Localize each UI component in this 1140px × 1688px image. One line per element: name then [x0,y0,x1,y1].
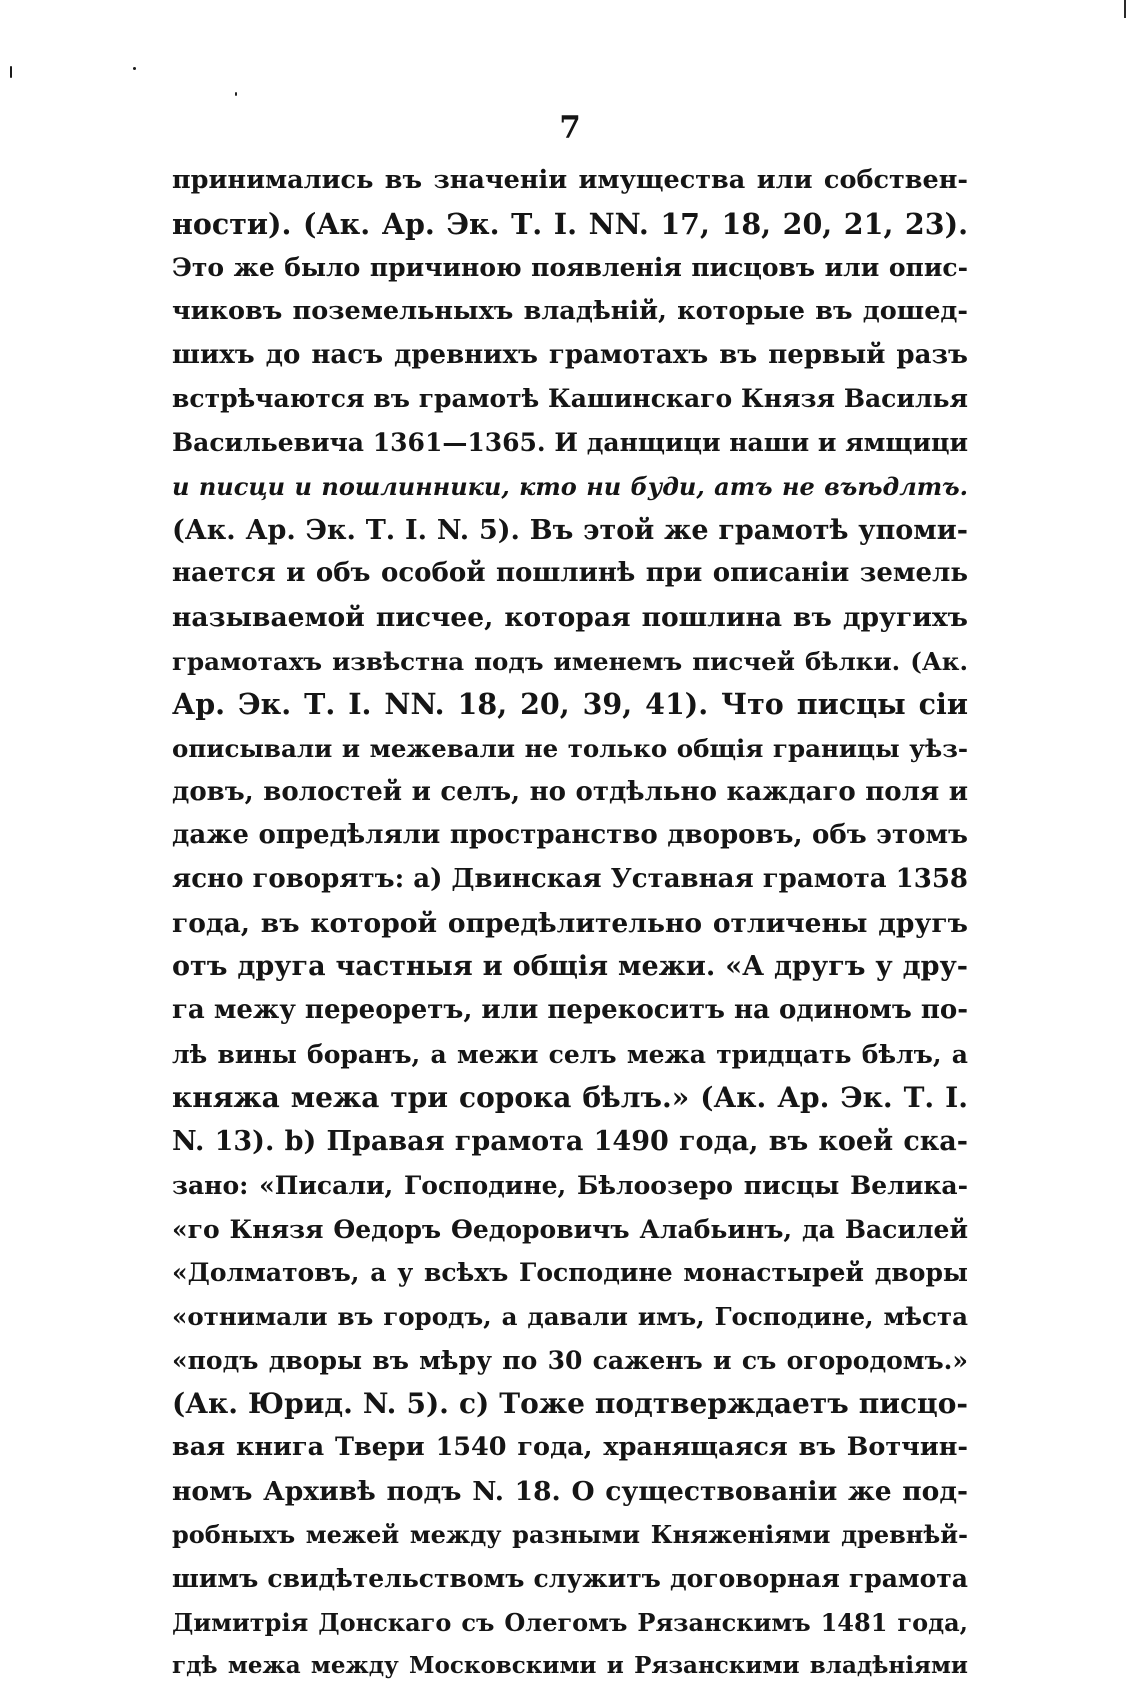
text-line: принимались въ значеніи имущества или собствен- [172,165,968,195]
text-line: нается и объ особой пошлинѣ при описаніи земель [172,558,968,589]
text-line: чиковъ поземельныхъ владѣній, которые въ дошед- [172,296,968,327]
text-line: грамотахъ извѣстна подъ именемъ писчей бѣлки. (Ак. [172,646,968,676]
text-line: называемой писчее, которая пошлина въ другихъ [172,601,968,633]
text-line: «отнимали въ городъ, а давали имъ, Господине, мѣста [172,1301,968,1331]
text-line: номъ Архивѣ подъ N. 18. О существованіи же под- [172,1475,968,1507]
text-line: зано: «Писали, Господине, Бѣлоозеро писцы Велика- [172,1170,968,1200]
scan-edge-mark [1124,0,1126,18]
page-number: 7 [559,110,581,146]
text-line-quotation: и писци и пошлинники, кто ни буди, атъ не въѣдлтъ. [172,471,968,501]
text-line: встрѣчаются въ грамотѣ Кашинскаго Князя Василья [172,384,968,414]
body-text [172,159,968,1688]
text-line: ности). (Ак. Ар. Эк. Т. I. NN. 17, 18, 20, 21, 23). [172,206,968,241]
text-line: шихъ до насъ древнихъ грамотахъ въ первый разъ [172,339,968,370]
text-line: «подъ дворы въ мѣру по 30 саженъ и съ огородомъ.» [172,1345,968,1375]
text-line: Ар. Эк. Т. I. NN. 18, 20, 39, 41). Что писцы сіи [172,687,968,722]
text-line: «го Князя Өедоръ Өедоровичъ Алабьинъ, да Василей [172,1214,968,1244]
text-line: описывали и межевали не только общія границы уѣз- [172,733,968,763]
text-line: Димитрія Донскаго съ Олегомъ Рязанскимъ 1481 года, [172,1607,968,1637]
text-line: вая книга Твери 1540 года, хранящаяся въ Вотчин- [172,1431,968,1462]
scan-artifact [235,92,237,96]
text-line: лѣ вины боранъ, а межи селъ межа тридцать бѣлъ, а [172,1039,968,1069]
text-line: довъ, волостей и селъ, но отдѣльно каждаго поля и [172,776,968,807]
text-line: робныхъ межей между разными Княженіями древнѣй- [172,1520,968,1550]
text-line: гдѣ межа между Московскими и Рязанскими владѣніями [172,1652,968,1680]
text-line: Васильевича 1361—1365. И данщици наши и ямщици [172,428,968,458]
text-line: N. 13). b) Правая грамота 1490 года, въ коей ска- [172,1126,968,1158]
text-line: (Ак. Юрид. N. 5). с) Тоже подтверждаетъ писцо- [172,1387,968,1421]
scan-artifact [133,67,136,70]
text-line: (Ак. Ар. Эк. Т. I. N. 5). Въ этой же грамотѣ упоми- [172,514,968,546]
text-line: даже опредѣляли пространство дворовъ, объ этомъ [172,820,968,851]
text-line: шимъ свидѣтельствомъ служитъ договорная грамота [172,1564,968,1593]
text-line: отъ друга частныя и общія межи. «А другъ у дру- [172,951,968,983]
text-line: «Долматовъ, а у всѣхъ Господине монастырей дворы [172,1258,968,1288]
text-line: княжа межа три сорока бѣлъ.» (Ак. Ар. Эк. Т. I. [172,1081,968,1115]
scan-artifact [10,66,12,78]
text-line: Это же было причиною появленія писцовъ или опис- [172,253,968,283]
text-line: ясно говорятъ: а) Двинская Уставная грамота 1358 [172,864,968,894]
text-line: га межу переоретъ, или перекоситъ на одиномъ по- [172,995,968,1026]
text-line: года, въ которой опредѣлительно отличены другъ [172,907,968,939]
